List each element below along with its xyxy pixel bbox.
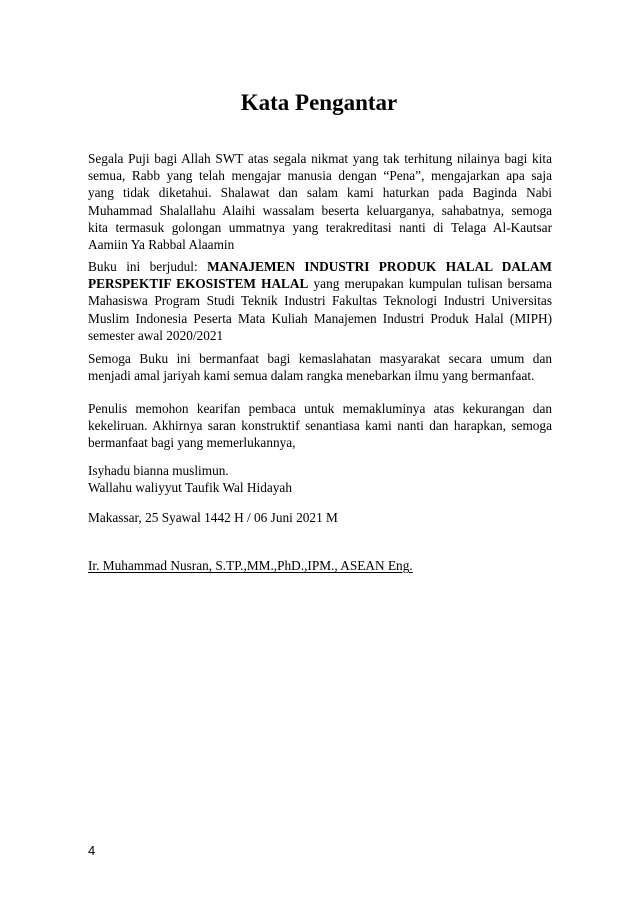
paragraph-hope bbox=[88, 350, 552, 384]
text-line: Segala Puji bagi Allah SWT atas segala nikmat yang tak terhitung nilainya bagi kita bbox=[88, 151, 552, 166]
book-description-text: yang merupakan kumpulan tulisan bersama bbox=[308, 276, 552, 292]
author-signature: Ir. Muhammad Nusran, S.TP.,MM.,PhD.,IPM., ASEAN Eng. bbox=[88, 558, 413, 573]
book-title-part-2: PERSPEKTIF EKOSISTEM HALAL bbox=[88, 276, 309, 292]
text-line bbox=[88, 275, 552, 292]
text-line: kekeliruan. Akhirnya saran konstruktif senantiasa kami nanti dan harapkan, semoga bbox=[88, 418, 552, 434]
page-number: 4 bbox=[88, 843, 96, 858]
text-line: menjadi amal jariyah kami semua dalam rangka menebarkan ilmu yang bermanfaat. bbox=[88, 368, 535, 384]
text-line bbox=[88, 258, 552, 275]
book-intro-text: Buku ini berjudul: bbox=[88, 259, 208, 274]
paragraph-opening-praise bbox=[88, 150, 552, 253]
page-title: Kata Pengantar bbox=[240, 90, 398, 115]
text-line: Penulis memohon kearifan pembaca untuk memakluminya atas kekurangan dan bbox=[88, 401, 552, 416]
closing-line: Wallahu waliyyut Taufik Wal Hidayah bbox=[88, 480, 292, 496]
text-line: kita termasuk golongan ummatnya yang terakreditasi nanti di Telaga Al-Kautsar bbox=[88, 219, 552, 235]
paragraph-book-title bbox=[88, 258, 552, 344]
closing-prayer bbox=[88, 462, 552, 496]
text-line: Aamiin Ya Rabbal Alaamin bbox=[88, 237, 235, 253]
text-line: Muslim Indonesia Peserta Mata Kuliah Manajemen Industri Produk Halal (MIPH) bbox=[88, 310, 552, 326]
paragraph-apology bbox=[88, 400, 552, 452]
place-and-date: Makassar, 25 Syawal 1442 H / 06 Juni 2021 M bbox=[88, 510, 338, 525]
text-line: Mahasiswa Program Studi Teknik Industri Fakultas Teknologi Industri Universitas bbox=[88, 293, 552, 309]
text-line: semester awal 2020/2021 bbox=[88, 327, 224, 343]
text-line: semua, Rabb yang telah mengajar manusia dengan “Pena”, mengajarkan apa saja bbox=[88, 168, 552, 184]
text-line: yang tidak diketahui. Shalawat dan salam kami haturkan pada Baginda Nabi bbox=[88, 185, 552, 201]
book-title-part-1: MANAJEMEN INDUSTRI PRODUK HALAL DALAM bbox=[207, 259, 552, 274]
text-line: Semoga Buku ini bermanfaat bagi kemaslahatan masyarakat secara umum dan bbox=[88, 351, 552, 366]
closing-line: Isyhadu bianna muslimun. bbox=[88, 463, 229, 478]
text-line: Muhammad Shalallahu Alaihi wassalam beserta keluarganya, sahabatnya, semoga bbox=[88, 202, 552, 218]
text-line: bermanfaat bagi yang memerlukannya, bbox=[88, 435, 296, 451]
